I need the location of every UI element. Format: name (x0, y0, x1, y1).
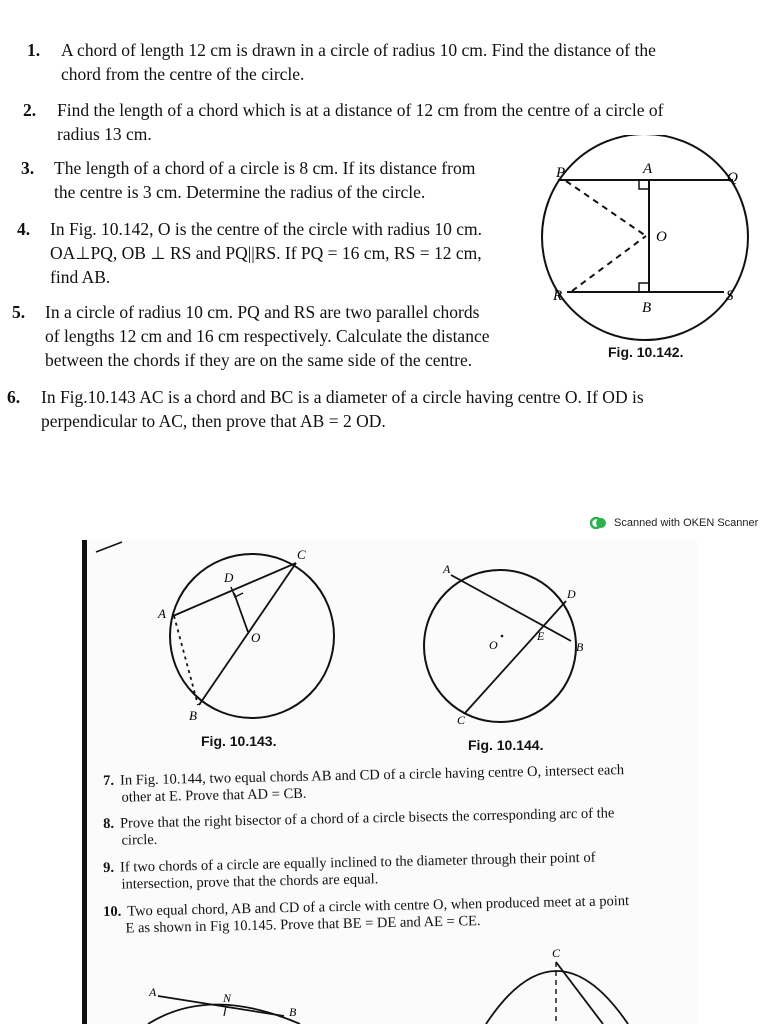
label-n: N (223, 991, 232, 1005)
question-number: 6. (7, 387, 21, 407)
label-a: A (643, 161, 653, 177)
figure-caption: Fig. 10.143. (201, 733, 277, 749)
question-text-line: circle. (121, 831, 158, 849)
question-text-line: In a circle of radius 10 cm. PQ and RS are two parallel chords (45, 302, 480, 322)
label-b: B (289, 1005, 297, 1019)
scanner-text: Scanned with OKEN Scanner (614, 517, 759, 529)
label-e: E (537, 629, 545, 643)
label-r: R (553, 288, 563, 304)
label-q: Q (727, 170, 738, 186)
label-c: C (297, 547, 306, 562)
label-a: A (443, 562, 451, 576)
oken-logo-icon (590, 517, 608, 529)
label-p: P (556, 165, 566, 181)
question-text-line: If two chords of a circle are equally inclined to the diameter through their point of (119, 849, 596, 876)
figure-10-143 (92, 540, 342, 735)
question-text-line: radius 13 cm. (57, 124, 152, 144)
label-o: O (251, 630, 261, 645)
question-number: 3. (21, 158, 35, 178)
right-angle-mark (639, 180, 649, 189)
label-b: B (642, 300, 652, 316)
question-text-line: The length of a chord of a circle is 8 cm. If its distance from (54, 158, 476, 178)
figure-10-145-partial (140, 940, 700, 1024)
question-text-line: Find the length of a chord which is at a distance of 12 cm from the centre of a circle of (57, 100, 664, 120)
label-b: B (576, 640, 584, 654)
label-c: C (552, 946, 561, 960)
figure-caption: Fig. 10.142. (608, 344, 684, 360)
question-text-line: chord from the centre of the circle. (61, 64, 305, 84)
figure-10-144 (415, 560, 595, 730)
question-text-line: intersection, prove that the chords are equal. (121, 871, 379, 893)
question-number: 7. (103, 772, 115, 789)
question-text-line: find AB. (50, 267, 111, 287)
label-a: A (149, 985, 157, 999)
label-o: O (656, 229, 667, 245)
label-d: D (224, 570, 234, 585)
question-number: 8. (103, 815, 115, 832)
label-s: S (726, 288, 734, 304)
segment-od (234, 593, 248, 632)
dashed-ab (174, 616, 198, 705)
question-text-line: perpendicular to AC, then prove that AB = 2 OD. (41, 411, 386, 431)
question-number: 1. (27, 40, 41, 60)
label-a: A (158, 606, 166, 621)
question-text-line: the centre is 3 cm. Determine the radius of the circle. (54, 182, 426, 202)
scanner-watermark (590, 517, 758, 529)
question-number: 2. (23, 100, 37, 120)
question-text-line: of lengths 12 cm and 16 cm respectively. Calculate the distance (45, 326, 490, 346)
label-c: C (457, 713, 466, 727)
question-text-line: Prove that the right bisector of a chord of a circle bisects the corresponding arc of the (119, 805, 615, 832)
center-point (501, 635, 504, 638)
dashed-ro (572, 236, 646, 291)
label-d: D (567, 587, 576, 601)
chord-line (556, 962, 603, 1024)
question-text-line: In Fig. 10.144, two equal chords AB and CD of a circle having centre O, intersect each (119, 762, 625, 789)
label-o: O (489, 638, 498, 652)
question-text-line: In Fig. 10.142, O is the centre of the circle with radius 10 cm. (50, 219, 483, 239)
chord-ab (451, 575, 571, 641)
question-number: 10. (103, 903, 122, 920)
chord-ab (158, 996, 284, 1016)
question-text-line: In Fig.10.143 AC is a chord and BC is a diameter of a circle having centre O. If OD is (41, 387, 644, 407)
dashed-po (566, 181, 646, 236)
figure-caption: Fig. 10.144. (468, 737, 544, 753)
circle-outline (424, 570, 576, 722)
corner-mark (96, 542, 122, 552)
question-text-line: Two equal chord, AB and CD of a circle with centre O, when produced meet at a point (127, 892, 630, 920)
question-text-line: between the chords if they are on the same side of the centre. (45, 350, 473, 370)
question-number: 4. (17, 219, 31, 239)
figure-10-142 (540, 135, 765, 345)
question-text-line: OA⊥PQ, OB ⊥ RS and PQ||RS. If PQ = 16 cm, RS = 12 cm, (50, 243, 482, 263)
arc-right (486, 971, 628, 1024)
question-text-line: A chord of length 12 cm is drawn in a circle of radius 10 cm. Find the distance of the (61, 40, 656, 60)
label-b: B (189, 708, 197, 723)
chord-cd (465, 601, 566, 713)
right-angle-mark (639, 283, 649, 292)
question-text-line: E as shown in Fig 10.145. Prove that BE = DE and AE = CE. (125, 913, 481, 937)
question-number: 5. (12, 302, 26, 322)
question-text-line: other at E. Prove that AD = CB. (121, 785, 307, 806)
question-number: 9. (103, 859, 115, 876)
